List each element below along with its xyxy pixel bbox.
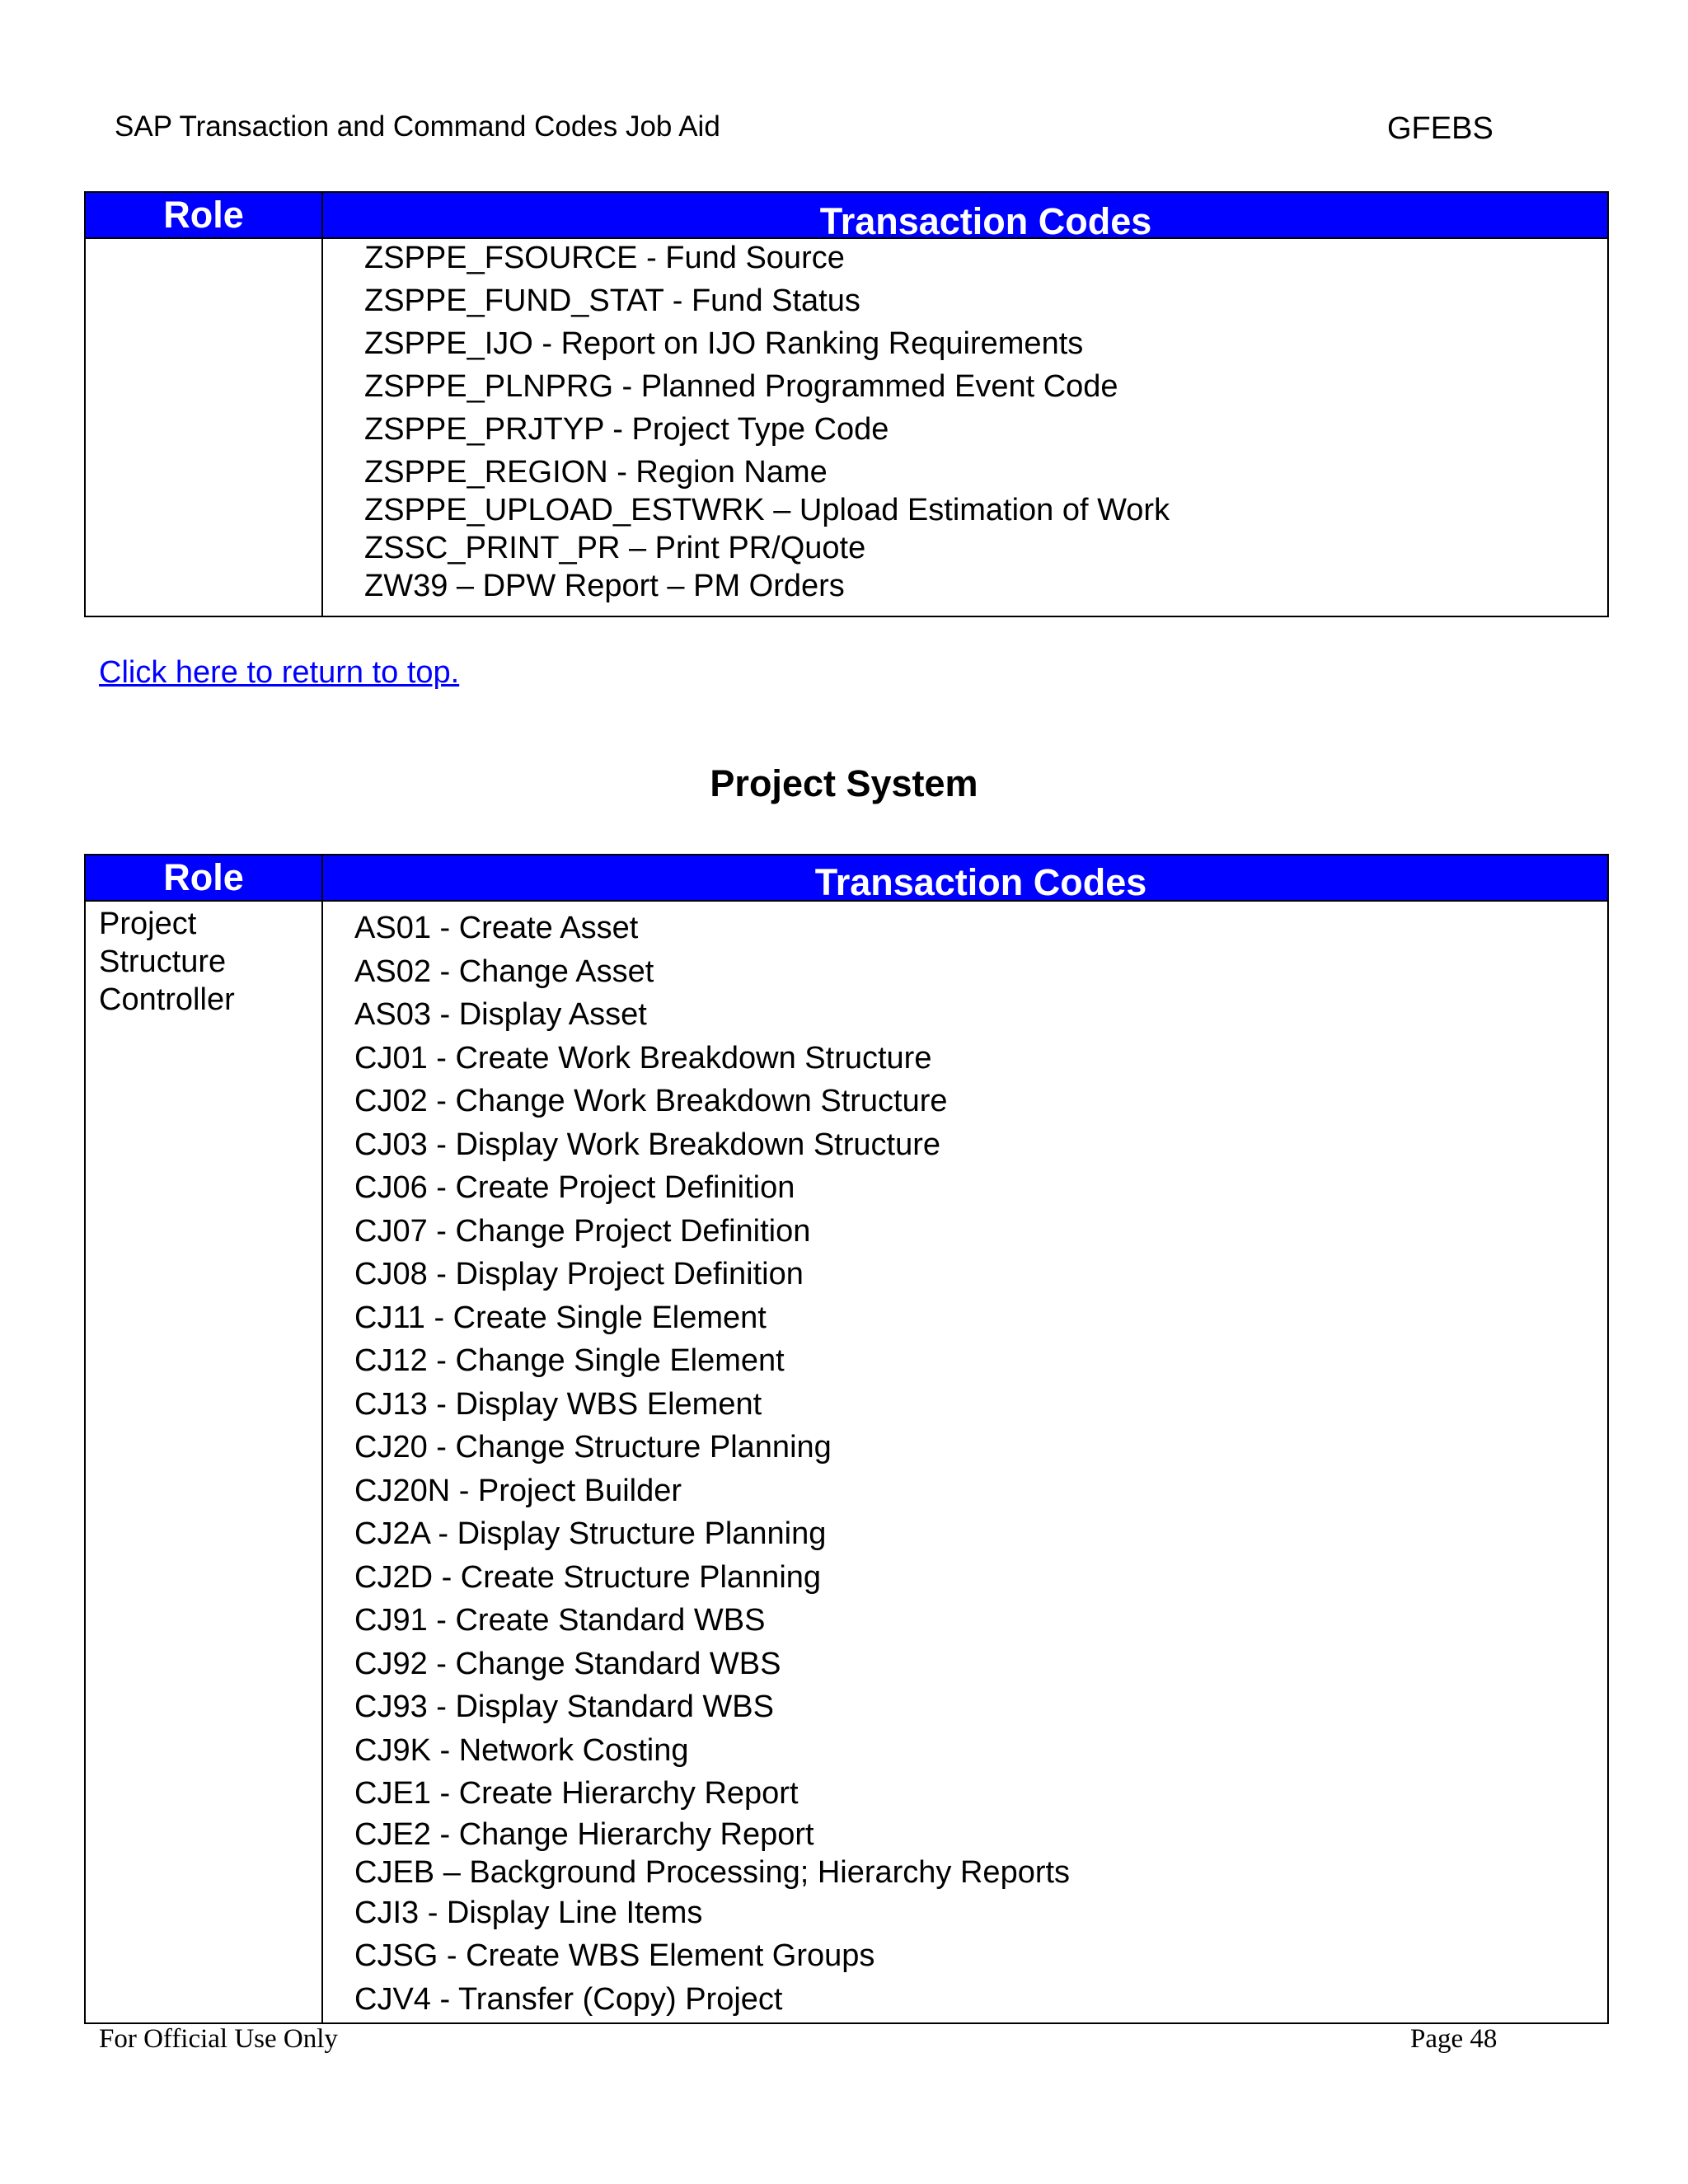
role-line: Controller <box>99 982 235 1017</box>
transaction-code-line: CJ01 - Create Work Breakdown Structure <box>354 1040 932 1076</box>
transaction-code-line: CJ11 - Create Single Element <box>354 1300 767 1335</box>
classification-footer: For Official Use Only <box>99 2024 338 2054</box>
section-title: Project System <box>710 762 978 804</box>
role-cell <box>86 902 323 2024</box>
transaction-code-line: CJ2A - Display Structure Planning <box>354 1516 827 1551</box>
transaction-code-line: CJE1 - Create Hierarchy Report <box>354 1776 799 1811</box>
transaction-code-line: CJ93 - Display Standard WBS <box>354 1690 774 1724</box>
transaction-code-line: CJ92 - Change Standard WBS <box>354 1646 781 1681</box>
codes-cell <box>323 902 1607 2024</box>
transaction-code-line: CJ02 - Change Work Breakdown Structure <box>354 1084 948 1118</box>
transaction-code-line: CJ91 - Create Standard WBS <box>354 1603 766 1638</box>
transaction-code-line: CJI3 - Display Line Items <box>354 1895 703 1930</box>
transaction-code-line: CJ08 - Display Project Definition <box>354 1257 804 1291</box>
codes-column-header: Transaction Codes <box>814 861 1147 903</box>
transaction-code-line: CJ12 - Change Single Element <box>354 1343 785 1378</box>
transaction-code-line: ZW39 – DPW Report – PM Orders <box>364 569 845 603</box>
transaction-code-line: ZSSC_PRINT_PR – Print PR/Quote <box>364 531 866 565</box>
transaction-code-line: CJE2 - Change Hierarchy Report <box>354 1816 814 1852</box>
transaction-code-line: ZSPPE_FSOURCE - Fund Source <box>364 241 845 275</box>
codes-cell <box>323 239 1607 617</box>
return-to-top-link[interactable]: Click here to return to top. <box>99 655 460 690</box>
table-header-row <box>86 855 1607 902</box>
transaction-code-line: CJ13 - Display WBS Element <box>354 1386 762 1422</box>
document-title: SAP Transaction and Command Codes Job Aid <box>115 110 720 143</box>
transaction-code-line: CJ20 - Change Structure Planning <box>354 1430 832 1465</box>
transaction-code-line: CJ07 - Change Project Definition <box>354 1213 811 1249</box>
transaction-code-line: CJSG - Create WBS Element Groups <box>354 1938 875 1973</box>
table-header-row <box>86 193 1607 242</box>
organization-label: GFEBS <box>1387 111 1493 146</box>
table-row <box>86 902 1607 2024</box>
transaction-code-line: ZSPPE_IJO - Report on IJO Ranking Requirements <box>364 326 1084 361</box>
transaction-code-line: CJ9K - Network Costing <box>354 1732 689 1768</box>
transaction-code-line: CJV4 - Transfer (Copy) Project <box>354 1981 783 2017</box>
transaction-code-line: ZSPPE_PLNPRG - Planned Programmed Event Code <box>364 369 1118 404</box>
transaction-code-line: CJ06 - Create Project Definition <box>354 1170 795 1205</box>
role-line: Project <box>99 907 197 941</box>
transaction-code-line: CJ20N - Project Builder <box>354 1473 682 1508</box>
transaction-code-line: ZSPPE_UPLOAD_ESTWRK – Upload Estimation of Work <box>364 493 1170 527</box>
transaction-code-line: CJ2D - Create Structure Planning <box>354 1559 822 1595</box>
transaction-code-line: AS02 - Change Asset <box>354 954 654 989</box>
transaction-code-line: ZSPPE_FUND_STAT - Fund Status <box>364 284 860 318</box>
transaction-code-line: AS03 - Display Asset <box>354 997 647 1032</box>
page-number: Page 48 <box>1410 2024 1498 2054</box>
role-cell <box>86 239 323 617</box>
role-line: Structure <box>99 944 227 979</box>
table-row <box>86 239 1607 617</box>
transaction-code-line: ZSPPE_REGION - Region Name <box>364 455 828 490</box>
transaction-code-line: ZSPPE_PRJTYP - Project Type Code <box>364 412 889 447</box>
transaction-code-line: CJ03 - Display Work Breakdown Structure <box>354 1127 940 1162</box>
project-system-table <box>84 854 1609 2024</box>
codes-column-header: Transaction Codes <box>819 200 1152 242</box>
transaction-code-line: CJEB – Background Processing; Hierarchy Reports <box>354 1854 1071 1890</box>
role-column-header: Role <box>86 193 323 237</box>
transaction-codes-table-continued <box>84 191 1609 617</box>
role-column-header: Role <box>86 855 323 900</box>
transaction-code-line: AS01 - Create Asset <box>354 911 639 945</box>
